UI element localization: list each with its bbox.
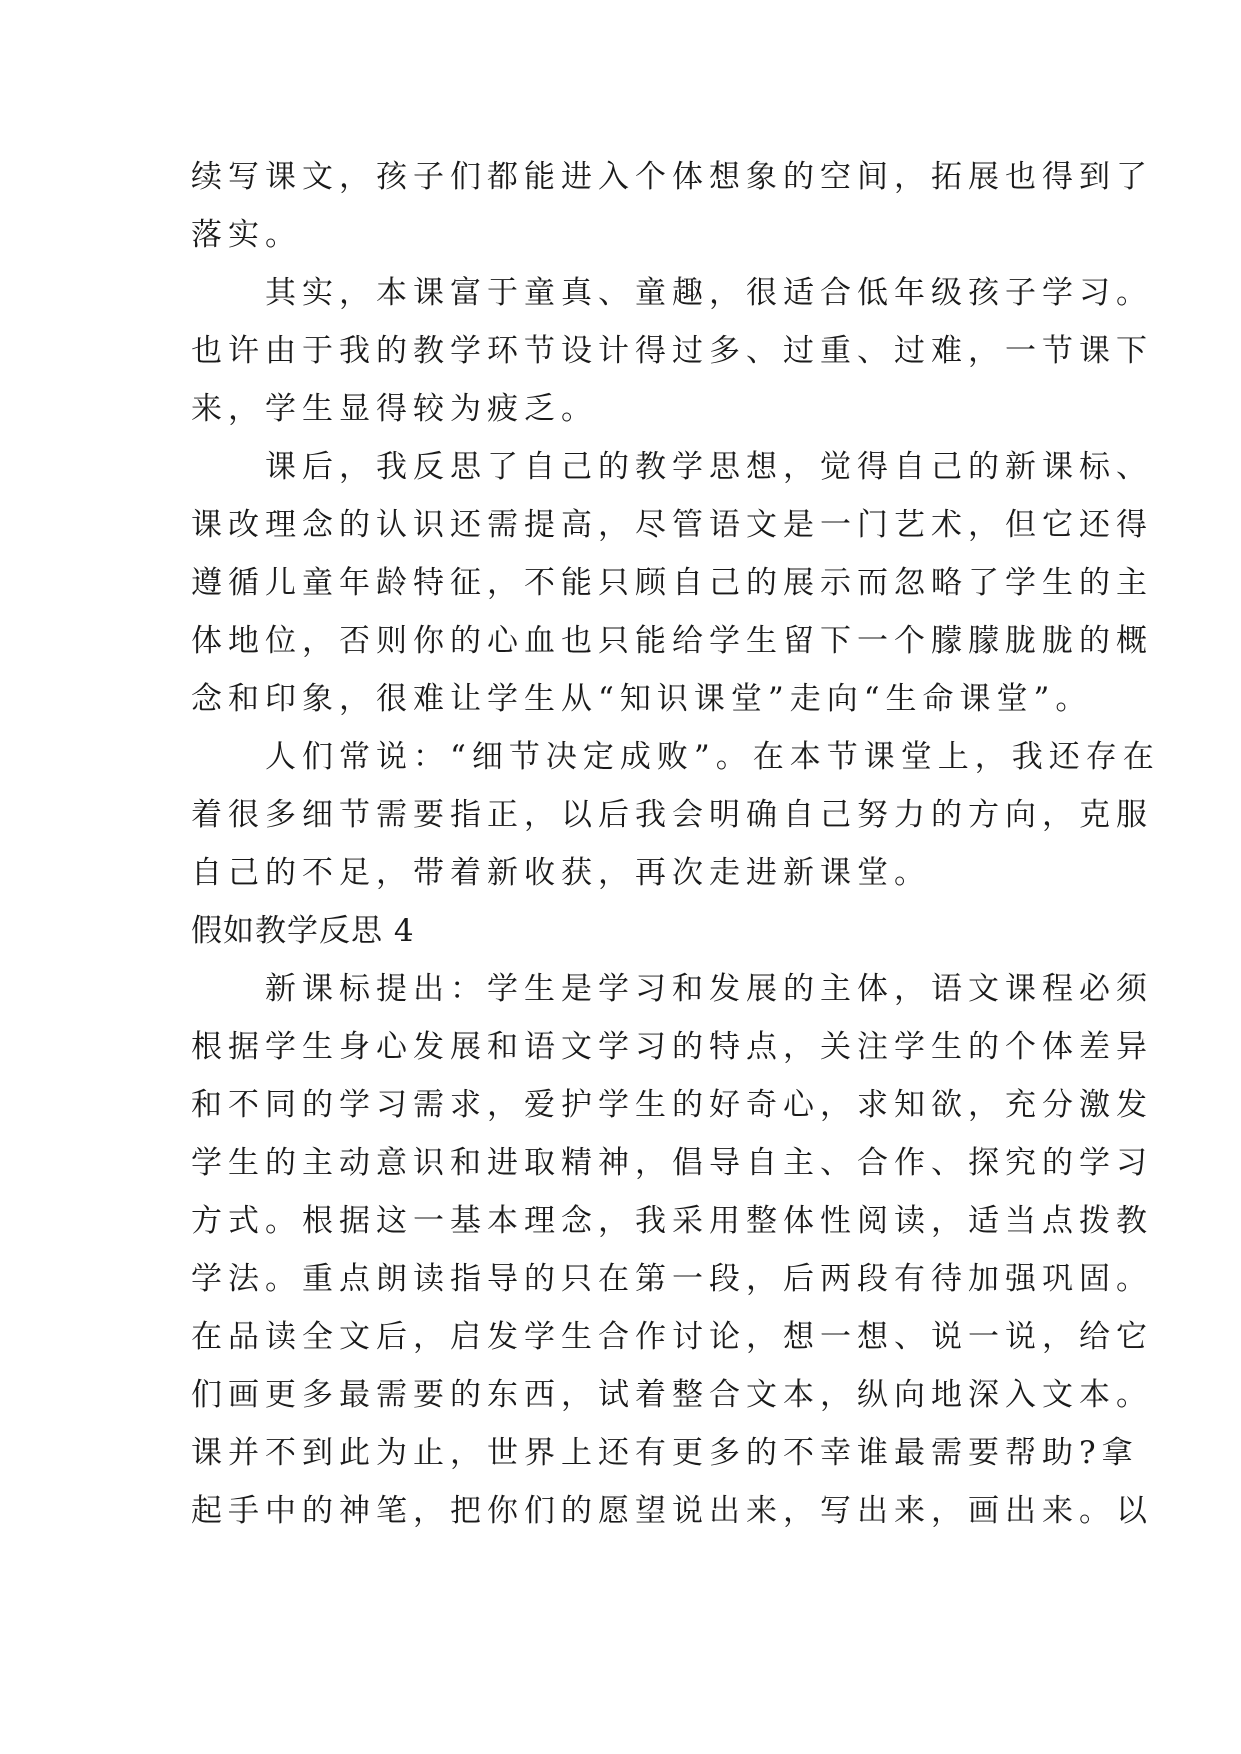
paragraph-line: 其实，本课富于童真、童趣，很适合低年级孩子学习。 — [191, 275, 1153, 311]
paragraph-line: 课后，我反思了自己的教学思想，觉得自己的新课标、 — [191, 449, 1153, 485]
paragraph-line: 根据学生身心发展和语文学习的特点，关注学生的个体差异 — [191, 1029, 1153, 1065]
paragraph-line: 们画更多最需要的东西，试着整合文本，纵向地深入文本。 — [191, 1377, 1153, 1413]
paragraph-line: 落实。 — [191, 217, 302, 253]
paragraph-line: 在品读全文后，启发学生合作讨论，想一想、说一说，给它 — [191, 1319, 1153, 1355]
section-heading: 假如教学反思 4 — [191, 913, 415, 949]
paragraph-line: 新课标提出：学生是学习和发展的主体，语文课程必须 — [191, 971, 1153, 1007]
paragraph-line: 起手中的神笔，把你们的愿望说出来，写出来，画出来。以 — [191, 1493, 1153, 1529]
paragraph-line: 也许由于我的教学环节设计得过多、过重、过难，一节课下 — [191, 333, 1153, 369]
paragraph-line: 自己的不足，带着新收获，再次走进新课堂。 — [191, 855, 931, 891]
paragraph-line: 念和印象，很难让学生从“知识课堂”走向“生命课堂”。 — [191, 681, 1093, 717]
paragraph-line: 方式。根据这一基本理念，我采用整体性阅读，适当点拨教 — [191, 1203, 1153, 1239]
paragraph-line: 着很多细节需要指正，以后我会明确自己努力的方向，克服 — [191, 797, 1153, 833]
paragraph-line: 课改理念的认识还需提高，尽管语文是一门艺术，但它还得 — [191, 507, 1153, 543]
paragraph-line: 课并不到此为止，世界上还有更多的不幸谁最需要帮助?拿 — [191, 1435, 1139, 1471]
paragraph-line: 遵循儿童年龄特征，不能只顾自己的展示而忽略了学生的主 — [191, 565, 1153, 601]
paragraph-line: 续写课文，孩子们都能进入个体想象的空间，拓展也得到了 — [191, 159, 1153, 195]
paragraph-line: 人们常说：“细节决定成败”。在本节课堂上，我还存在 — [191, 739, 1160, 775]
paragraph-line: 体地位，否则你的心血也只能给学生留下一个朦朦胧胧的概 — [191, 623, 1153, 659]
paragraph-line: 学法。重点朗读指导的只在第一段，后两段有待加强巩固。 — [191, 1261, 1153, 1297]
document-page — [191, 148, 1160, 1540]
paragraph-line: 和不同的学习需求，爱护学生的好奇心，求知欲，充分激发 — [191, 1087, 1153, 1123]
paragraph-line: 来，学生显得较为疲乏。 — [191, 391, 598, 427]
paragraph-line: 学生的主动意识和进取精神，倡导自主、合作、探究的学习 — [191, 1145, 1153, 1181]
